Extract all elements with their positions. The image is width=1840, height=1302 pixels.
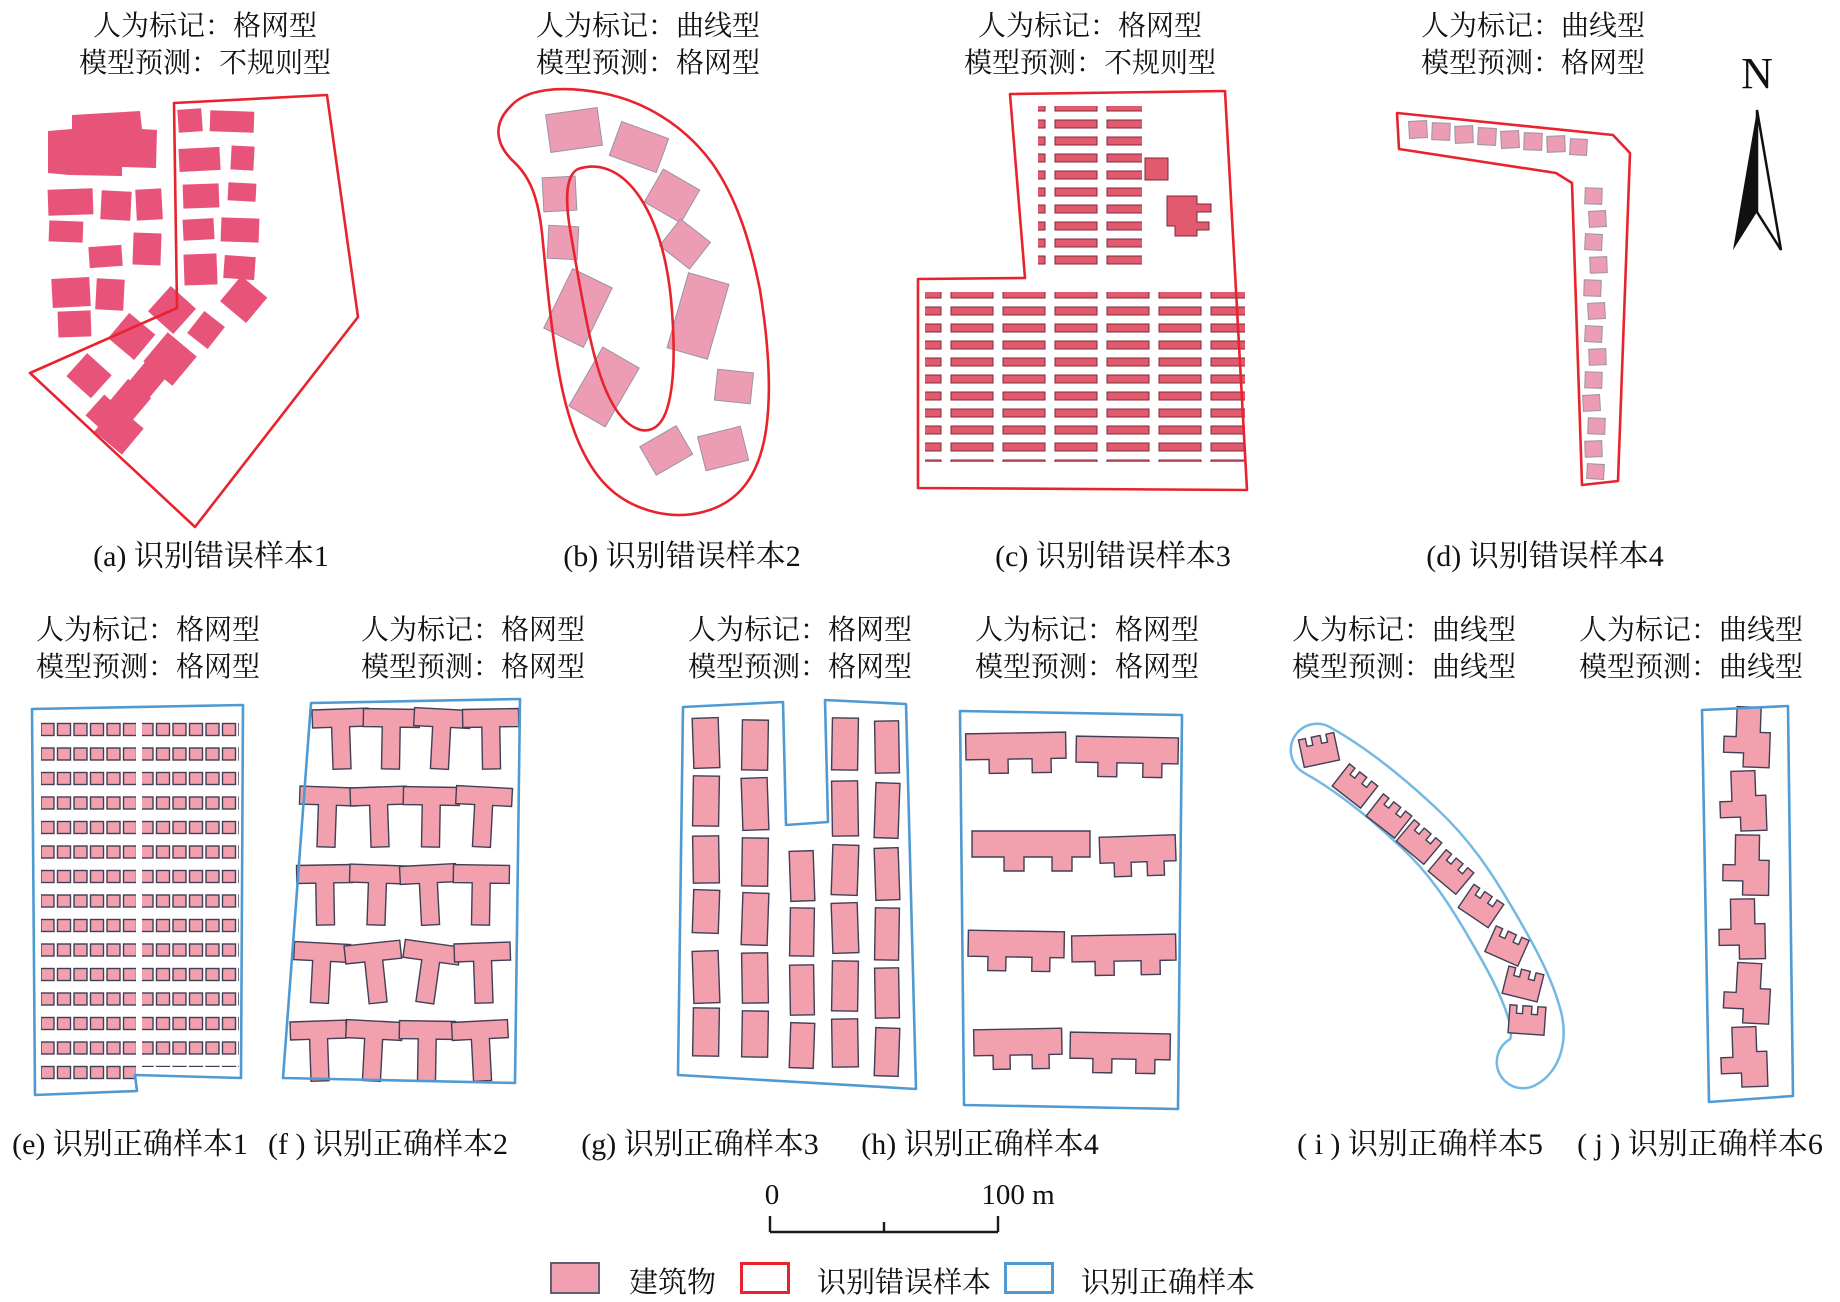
model-label: 模型预测：不规则型 <box>963 48 1216 79</box>
human-label: 人为标记：格网型 <box>92 11 317 42</box>
map-h <box>952 695 1192 1119</box>
model-label: 模型预测：曲线型 <box>1578 652 1803 683</box>
north-arrow <box>1715 48 1800 263</box>
legend-building-swatch <box>550 1262 600 1294</box>
human-label: 人为标记：格网型 <box>687 615 912 646</box>
buildings <box>966 732 1179 1074</box>
panel-i-header <box>1244 612 1564 686</box>
panel-g-header <box>640 612 960 686</box>
panel-f-header <box>313 612 633 686</box>
panel-a-caption: (a) 识别错误样本1 <box>93 540 329 573</box>
panel-h-header <box>927 612 1247 686</box>
map-a <box>5 83 390 533</box>
legend-error-label: 识别错误样本 <box>817 1267 992 1299</box>
map-c <box>845 82 1275 532</box>
panel-j-caption: ( j ) 识别正确样本6 <box>1577 1128 1823 1161</box>
map-b <box>430 85 800 530</box>
legend-building-label: 建筑物 <box>629 1267 717 1299</box>
panel-c-caption: (c) 识别错误样本3 <box>995 540 1231 573</box>
north-arrow-left-half <box>1733 110 1757 250</box>
buildings <box>925 106 1245 462</box>
model-label: 模型预测：不规则型 <box>78 48 331 79</box>
model-label: 模型预测：格网型 <box>360 652 585 683</box>
scale-bar-line <box>770 1216 998 1232</box>
north-arrow-right-half <box>1757 110 1781 250</box>
panel-a-header <box>15 8 395 82</box>
model-label: 模型预测：格网型 <box>1420 48 1645 79</box>
north-label: N <box>1741 49 1773 98</box>
map-j <box>1690 698 1805 1110</box>
buildings <box>1718 706 1771 1088</box>
model-label: 模型预测：格网型 <box>535 48 760 79</box>
human-label: 人为标记：曲线型 <box>535 11 760 42</box>
human-label: 人为标记：曲线型 <box>1578 615 1803 646</box>
panel-e-header <box>0 612 308 686</box>
model-label: 模型预测：格网型 <box>974 652 1199 683</box>
legend-correct-label: 识别正确样本 <box>1081 1267 1256 1299</box>
human-label: 人为标记：格网型 <box>360 615 585 646</box>
model-label: 模型预测：曲线型 <box>1291 652 1516 683</box>
human-label: 人为标记：曲线型 <box>1291 615 1516 646</box>
panel-g-caption: (g) 识别正确样本3 <box>581 1128 819 1161</box>
buildings <box>1409 121 1608 480</box>
map-g <box>672 693 922 1093</box>
panel-f-caption: (f ) 识别正确样本2 <box>268 1128 508 1161</box>
legend-error-swatch <box>740 1262 790 1294</box>
human-label: 人为标记：曲线型 <box>1420 11 1645 42</box>
panel-c-header <box>900 8 1280 82</box>
scale-hundred-label: 100 m <box>981 1179 1055 1211</box>
legend-correct-swatch <box>1004 1262 1054 1294</box>
scale-zero-label: 0 <box>764 1179 780 1211</box>
panel-i-caption: ( i ) 识别正确样本5 <box>1297 1128 1543 1161</box>
buildings <box>41 717 239 1087</box>
map-i <box>1283 698 1603 1098</box>
buildings <box>542 108 753 476</box>
model-label: 模型预测：格网型 <box>687 652 912 683</box>
panel-h-caption: (h) 识别正确样本4 <box>861 1128 1099 1161</box>
panel-b-header <box>458 8 838 82</box>
panel-j-header <box>1531 612 1840 686</box>
panel-d-header <box>1343 8 1723 82</box>
panel-b-caption: (b) 识别错误样本2 <box>563 540 801 573</box>
human-label: 人为标记：格网型 <box>977 11 1202 42</box>
buildings <box>692 718 900 1077</box>
model-label: 模型预测：格网型 <box>35 652 260 683</box>
human-label: 人为标记：格网型 <box>974 615 1199 646</box>
map-f <box>263 693 533 1093</box>
buildings <box>48 108 268 454</box>
map-e <box>23 693 253 1103</box>
panel-d-caption: (d) 识别错误样本4 <box>1426 540 1664 573</box>
map-d <box>1385 83 1685 503</box>
buildings <box>290 708 520 1083</box>
human-label: 人为标记：格网型 <box>35 615 260 646</box>
scale-bar <box>740 1176 1080 1246</box>
panel-e-caption: (e) 识别正确样本1 <box>12 1128 248 1161</box>
